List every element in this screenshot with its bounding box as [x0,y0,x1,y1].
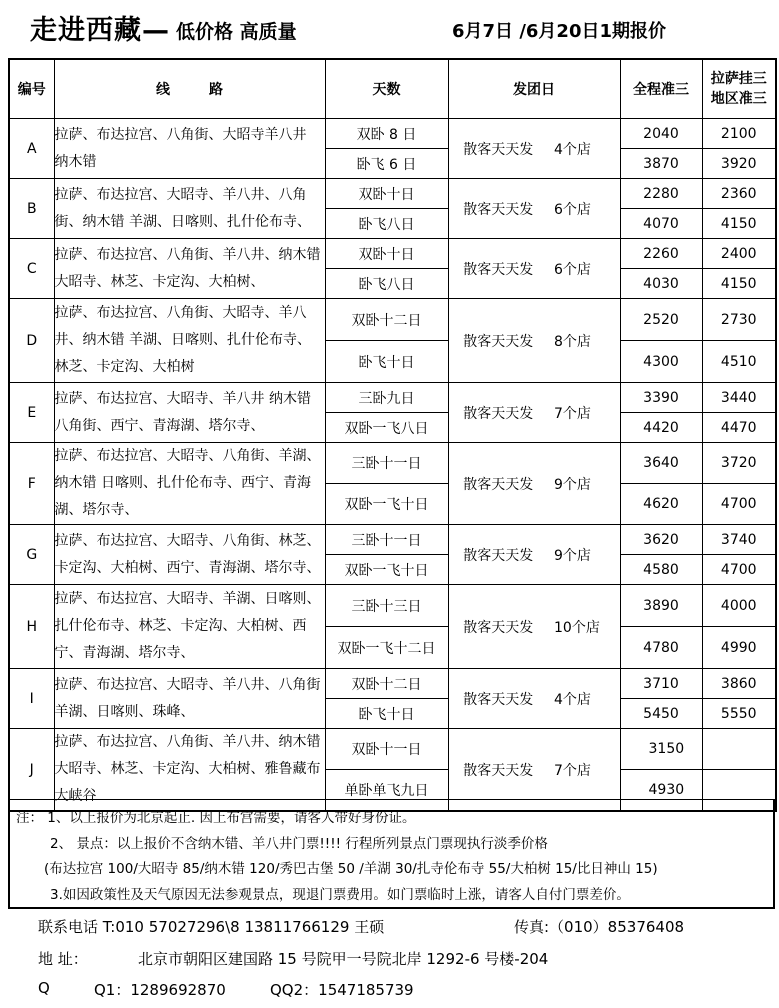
table-row [9,443,776,484]
trip-days: 三卧十一日 [325,525,448,555]
quote-date: 6月7日 /6月20日1期报价 [452,21,666,42]
page-subtitle: 低价格 高质量 [176,21,297,43]
departure-schedule: 散客天天发 [448,585,548,669]
table-row [9,179,776,209]
route-description: 拉萨、布达拉宫、八角街、羊八井、纳木错 大昭寺、林芝、卡定沟、大柏树、雅鲁藏布大峡谷 [54,729,325,812]
route-code: G [9,525,54,585]
price-all-inclusive: 5450 [620,699,702,729]
price-all-inclusive: 4580 [620,555,702,585]
shop-count: 8个店 [548,299,620,383]
price-all-inclusive: 4620 [620,484,702,525]
table-row [9,119,776,149]
route-description: 拉萨、布达拉宫、大昭寺、八角街、林芝、卡定沟、大柏树、西宁、青海湖、塔尔寺、 [54,525,325,585]
header-code: 编号 [9,59,54,119]
trip-days: 卧飞八日 [325,269,448,299]
price-all-inclusive: 2040 [620,119,702,149]
price-all-inclusive: 4930 [620,770,702,811]
trip-days: 三卧十一日 [325,443,448,484]
trip-days: 双卧十二日 [325,299,448,341]
notes-section [8,799,775,909]
table-row [9,383,776,413]
price-table [8,58,777,812]
departure-schedule: 散客天天发 [448,729,548,812]
departure-schedule: 散客天天发 [448,525,548,585]
trip-days: 卧飞八日 [325,209,448,239]
departure-schedule: 散客天天发 [448,179,548,239]
price-lhasa: 4700 [702,555,776,585]
contact-address: 北京市朝阳区建国路 15 号院甲一号院北岸 1292-6 号楼-204 [138,950,549,968]
trip-days: 双卧一飞十日 [325,555,448,585]
price-lhasa: 4150 [702,209,776,239]
price-all-inclusive: 3890 [620,585,702,627]
price-all-inclusive: 2520 [620,299,702,341]
route-code: J [9,729,54,812]
route-code: C [9,239,54,299]
header-departure: 发团日 [448,59,620,119]
route-code: B [9,179,54,239]
shop-count: 7个店 [548,729,620,812]
header-price-all: 全程准三 [620,59,702,119]
table-row [9,299,776,341]
route-description: 拉萨、布达拉宫、大昭寺、羊八井、八角街、纳木错 羊湖、日喀则、扎什伦布寺、 [54,179,325,239]
price-lhasa: 4470 [702,413,776,443]
route-code: E [9,383,54,443]
header-days: 天数 [325,59,448,119]
price-all-inclusive: 4030 [620,269,702,299]
price-lhasa [702,729,776,770]
route-description: 拉萨、布达拉宫、大昭寺、羊八井、八角街羊湖、日喀则、珠峰、 [54,669,325,729]
table-row [9,729,776,770]
price-lhasa: 3440 [702,383,776,413]
table-header-row [9,59,776,119]
contact-qq1: Q1：1289692870 [94,981,226,999]
note-1: 注： 1、以上报价为北京起止. 因上布宫需要，请客人带好身份证。 [16,810,416,826]
price-all-inclusive: 4300 [620,341,702,383]
trip-days: 卧飞 6 日 [325,149,448,179]
route-code: D [9,299,54,383]
trip-days: 三卧九日 [325,383,448,413]
departure-schedule: 散客天天发 [448,299,548,383]
trip-days: 卧飞十日 [325,341,448,383]
note-3: 3.如因政策性及天气原因无法参观景点，现退门票费用。如门票临时上涨，请客人自付门票差价。 [50,887,630,903]
price-lhasa: 2400 [702,239,776,269]
price-all-inclusive: 4780 [620,627,702,669]
trip-days: 双卧 8 日 [325,119,448,149]
shop-count: 6个店 [548,179,620,239]
route-description: 拉萨、布达拉宫、八角街、羊八井、纳木错 大昭寺、林芝、卡定沟、大柏树、 [54,239,325,299]
route-code: A [9,119,54,179]
shop-count: 9个店 [548,443,620,525]
price-lhasa: 4700 [702,484,776,525]
trip-days: 双卧一飞八日 [325,413,448,443]
shop-count: 4个店 [548,669,620,729]
price-lhasa: 3920 [702,149,776,179]
route-description: 拉萨、布达拉宫、大昭寺、羊湖、日喀则、扎什伦布寺、林芝、卡定沟、大柏树、西宁、青海湖、塔尔寺、 [54,585,325,669]
qq-label: Q [38,979,50,997]
route-description: 拉萨、布达拉宫、八角街、大昭寺羊八井 纳木错 [54,119,325,179]
departure-schedule: 散客天天发 [448,443,548,525]
header-route: 线 路 [54,59,325,119]
table-row [9,669,776,699]
price-all-inclusive: 4070 [620,209,702,239]
price-lhasa: 5550 [702,699,776,729]
shop-count: 9个店 [548,525,620,585]
price-all-inclusive: 3710 [620,669,702,699]
price-lhasa: 4990 [702,627,776,669]
price-lhasa: 4000 [702,585,776,627]
address-label: 地 址： [38,950,88,968]
page-title: 走进西藏— [30,15,170,46]
page-header [0,0,779,52]
trip-days: 双卧一飞十二日 [325,627,448,669]
route-description: 拉萨、布达拉宫、大昭寺、羊八井 纳木错八角街、西宁、青海湖、塔尔寺、 [54,383,325,443]
table-body [9,119,776,812]
shop-count: 4个店 [548,119,620,179]
price-lhasa: 4510 [702,341,776,383]
departure-schedule: 散客天天发 [448,119,548,179]
note-2: 2、 景点：以上报价不含纳木错、羊八井门票!!!! 行程所列景点门票现执行淡季价格 [50,836,548,852]
price-all-inclusive: 2280 [620,179,702,209]
trip-days: 三卧十三日 [325,585,448,627]
shop-count: 7个店 [548,383,620,443]
table-row [9,525,776,555]
price-all-inclusive: 4420 [620,413,702,443]
price-lhasa: 3740 [702,525,776,555]
contact-phone: 联系电话 T:010 57027296\8 13811766129 王硕 [38,918,385,936]
table-row [9,585,776,627]
header-price-lhasa: 拉萨挂三 地区准三 [702,59,776,119]
table-row [9,239,776,269]
departure-schedule: 散客天天发 [448,239,548,299]
price-lhasa: 2360 [702,179,776,209]
contact-qq2: QQ2：1547185739 [270,981,414,999]
price-lhasa: 2100 [702,119,776,149]
departure-schedule: 散客天天发 [448,669,548,729]
price-all-inclusive: 3390 [620,383,702,413]
route-code: H [9,585,54,669]
price-all-inclusive: 3620 [620,525,702,555]
trip-days: 双卧十日 [325,179,448,209]
price-lhasa: 2730 [702,299,776,341]
route-code: F [9,443,54,525]
trip-days: 双卧十二日 [325,669,448,699]
trip-days: 卧飞十日 [325,699,448,729]
trip-days: 双卧一飞十日 [325,484,448,525]
price-all-inclusive: 3640 [620,443,702,484]
price-all-inclusive: 2260 [620,239,702,269]
route-code: I [9,669,54,729]
note-2-prices: (布达拉宫 100/大昭寺 85/纳木错 120/秀巴古堡 50 /羊湖 30/扎寺伦布寺 55/大柏树 15/比日神山 15) [44,861,658,877]
price-all-inclusive: 3870 [620,149,702,179]
trip-days: 单卧单飞九日 [325,770,448,811]
shop-count: 6个店 [548,239,620,299]
price-lhasa: 3860 [702,669,776,699]
price-lhasa: 4150 [702,269,776,299]
trip-days: 双卧十日 [325,239,448,269]
contact-fax: 传真:（010）85376408 [514,918,685,936]
price-all-inclusive: 3150 [620,729,702,770]
route-description: 拉萨、布达拉宫、大昭寺、八角街、羊湖、纳木错 日喀则、扎什伦布寺、西宁、青海湖、塔尔寺、 [54,443,325,525]
trip-days: 双卧十一日 [325,729,448,770]
departure-schedule: 散客天天发 [448,383,548,443]
shop-count: 10个店 [548,585,620,669]
route-description: 拉萨、布达拉宫、八角街、大昭寺、羊八井、纳木错 羊湖、日喀则、扎什伦布寺、林芝、卡定沟、大柏树 [54,299,325,383]
price-lhasa: 3720 [702,443,776,484]
